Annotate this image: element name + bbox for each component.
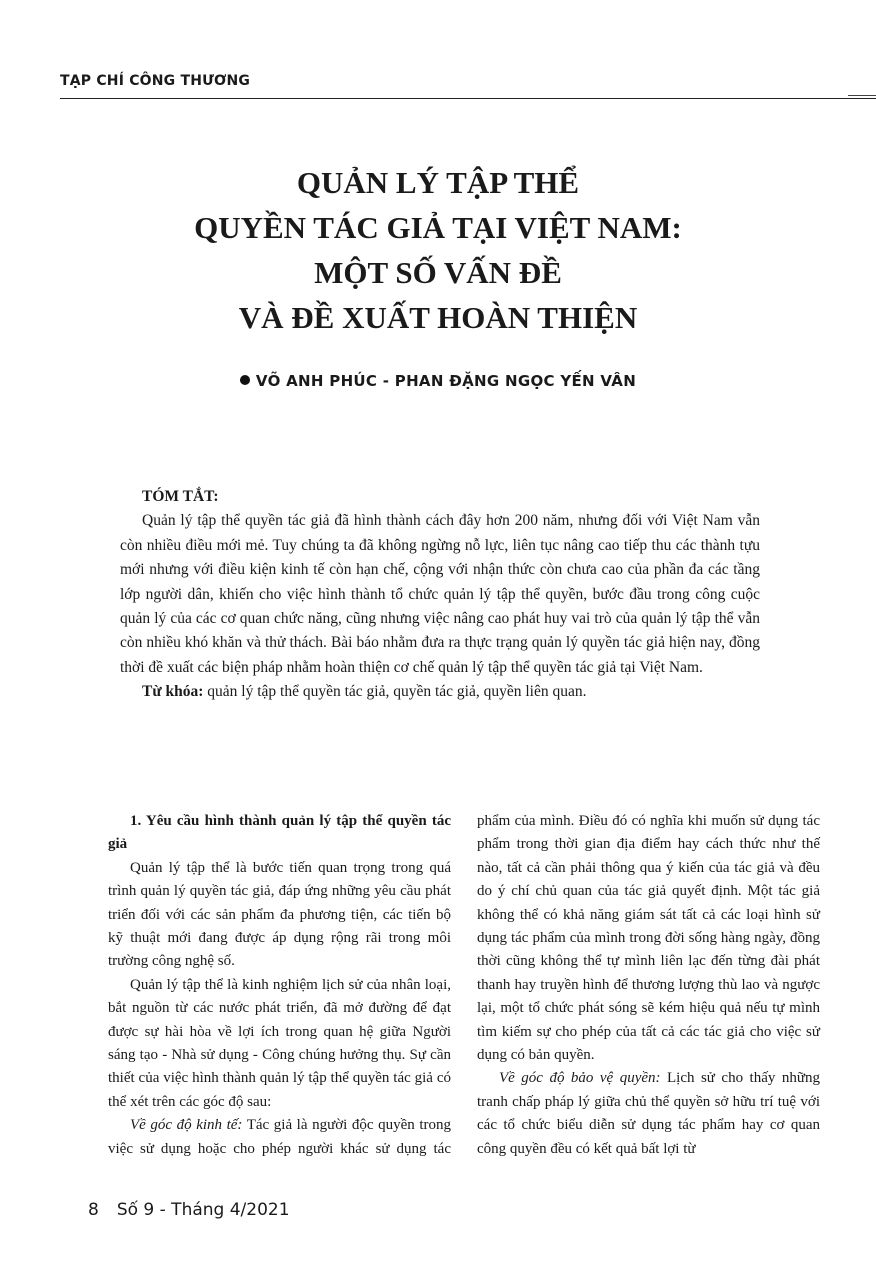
keywords-label: Từ khóa: — [142, 683, 204, 701]
title-line: QUẢN LÝ TẬP THỂ — [296, 165, 580, 200]
paragraph: Quản lý tập thể là bước tiến quan trọng trong quá trình quản lý quyền tác giả, đáp ứng những yêu cầu phát triển đối với các sản phẩm đa phương tiện, các tiến bộ kỹ thuật mới đang được áp dụng rộng rãi trong môi trường công nghệ số. — [108, 859, 451, 970]
page-footer — [88, 1200, 290, 1220]
paragraph: Quản lý tập thể là kinh nghiệm lịch sử của nhân loại, bắt nguồn từ các nước phát triển, đã mở đường để đạt được sự hài hòa về lợi ích trong quan hệ giữa Người sáng tạo - Nhà sử dụng - Công chúng hưởng thụ. Sự cần thiết của việc hình thành quản lý tập thể quyền tác giả có thể xét trên các góc độ sau: — [108, 976, 451, 1110]
keywords-text: quản lý tập thể quyền tác giả, quyền tác giả, quyền liên quan. — [203, 683, 587, 701]
margin-mark — [848, 95, 876, 96]
author-names: VÕ ANH PHÚC - PHAN ĐẶNG NGỌC YẾN VÂN — [255, 372, 637, 390]
abstract — [120, 485, 760, 705]
title-line: MỘT SỐ VẤN ĐỀ — [314, 255, 562, 290]
abstract-heading: TÓM TẮT: — [142, 488, 219, 505]
paragraph — [477, 1067, 820, 1161]
body-columns — [108, 810, 820, 1180]
journal-name: TẠP CHÍ CÔNG THƯƠNG — [60, 73, 251, 89]
section-heading: 1. Yêu cầu hình thành quản lý tập thể quyền tác giả — [108, 813, 451, 853]
paragraph-lead: Về góc độ bảo vệ quyền: — [499, 1070, 661, 1087]
authors — [0, 372, 876, 390]
page-number: 8 — [88, 1200, 99, 1220]
paragraph-lead: Về góc độ kinh tế: — [130, 1117, 243, 1134]
title-line: QUYỀN TÁC GIẢ TẠI VIỆT NAM: — [194, 210, 682, 245]
header-rule — [60, 98, 876, 99]
issue-info: Số 9 - Tháng 4/2021 — [116, 1200, 290, 1220]
title-line: VÀ ĐỀ XUẤT HOÀN THIỆN — [238, 300, 638, 335]
paragraph-text: Tác giả là người độc quyền trong việc sử dụng hoặc cho phép người khác sử dụng tác phẩm của mình. Điều đó có nghĩa khi muốn sử dụng tác phẩm trong thời gian địa điểm hay cách thức như thế nào, tất cả cần phải thông qua ý kiến của tác giả và đều do ý chí chủ quan của tác giả quyết định. Một tác giả không thể có khả năng giám sát tất cả các loại hình sử dụng tác phẩm của mình trong đời sống hàng ngày, đồng thời cũng không thể tự mình liên lạc đến từng đài phát thanh hay truyền hình để thương lượng thù lao và ngược lại, một tổ chức phát sóng sẽ kém hiệu quả nếu tự mình tìm kiếm sự cho phép của tất cả các tác giả cho việc sử dụng có bản quyền. — [108, 813, 820, 1157]
paragraph-text: Lịch sử cho thấy những tranh chấp pháp lý giữa chủ thể quyền sở hữu trí tuệ với các tổ chức biểu diễn sử dụng tác phẩm hay cơ quan công quyền đều có kết quả bất lợi từ — [477, 1070, 820, 1157]
keywords — [120, 680, 760, 704]
bullet-icon — [240, 375, 250, 385]
article-title — [0, 160, 876, 340]
abstract-text: Quản lý tập thể quyền tác giả đã hình thành cách đây hơn 200 năm, nhưng đối với Việt Nam vẫn còn nhiều điều mới mẻ. Tuy chúng ta đã không ngừng nỗ lực, liên tục nâng cao tiếp thu các thành tựu mới nhưng với điều kiện kinh tế còn hạn chế, cộng với nhận thức còn chưa cao của phần đa các tầng lớp người dân, khiến cho việc hình thành tổ chức quản lý tập thể quyền, bước đầu trong công cuộc quản lý của các cơ quan chức năng, cũng nhưng việc nâng cao phát huy vai trò của quản lý tập thể vẫn còn nhiều khó khăn và thử thách. Bài báo nhằm đưa ra thực trạng quản lý quyền tác giả hiện nay, đồng thời đề xuất các biện pháp nhằm hoàn thiện cơ chế quản lý tập thể quyền tác giả tại Việt Nam. — [120, 512, 760, 676]
